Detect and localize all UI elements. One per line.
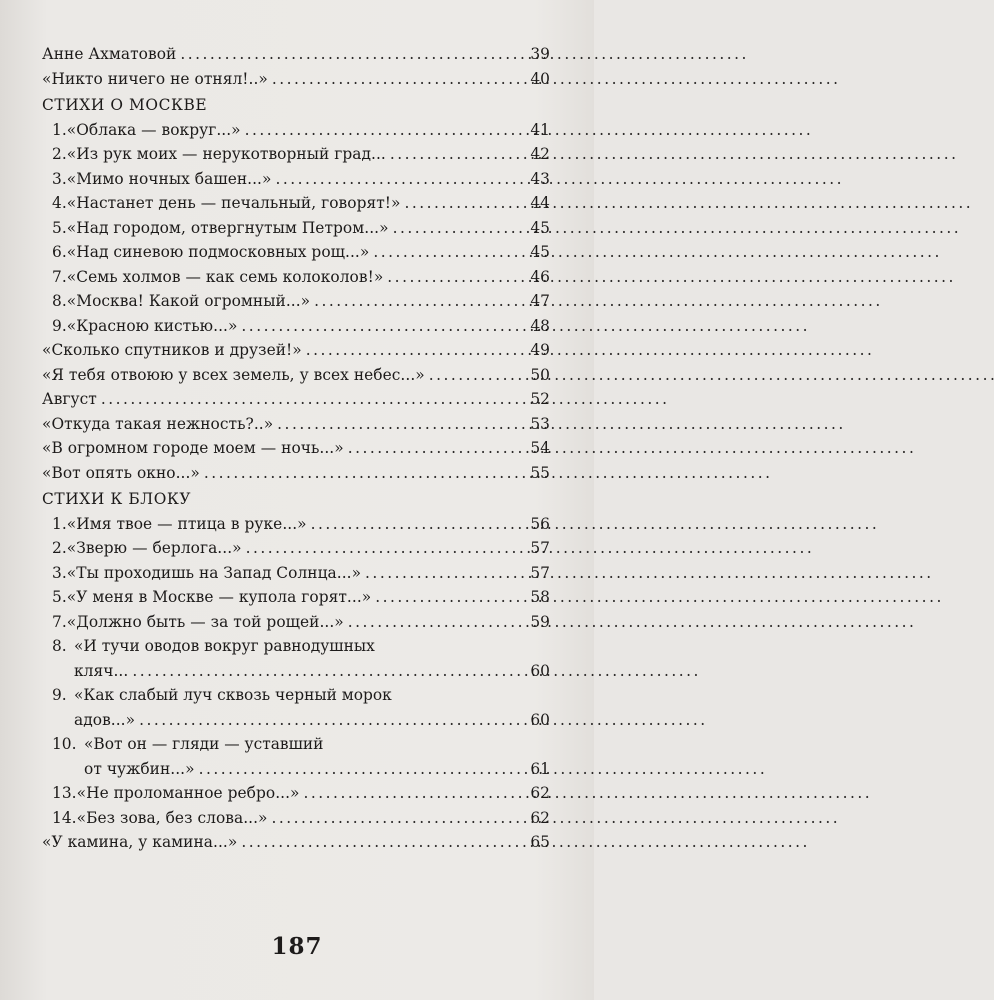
poem-number: 5. [52, 588, 67, 606]
toc-entry-page: 62 [530, 808, 550, 827]
dot-leader [139, 708, 526, 733]
dot-leader [241, 314, 526, 339]
poem-number: 6. [52, 243, 67, 261]
toc-entry-page: 52 [530, 390, 550, 408]
toc-entry [42, 191, 550, 216]
toc-entry-title: «Мимо ночных башен...» [66, 169, 272, 188]
poem-number: 3. [52, 563, 67, 582]
toc-entry-page: 43 [530, 169, 550, 188]
poem-number: 8. [52, 292, 67, 310]
section-heading-blok: СТИХИ К БЛОКУ [42, 490, 192, 508]
toc-entry-title: «Не проломанное ребро...» [76, 784, 300, 802]
poem-number: 14. [52, 808, 77, 827]
poem-number: 13. [52, 784, 77, 802]
toc-entry-title: Август [42, 390, 97, 408]
toc-entry-title: «Красною кистью...» [66, 316, 238, 335]
toc-entry-page: 44 [530, 194, 550, 212]
toc-entry [42, 659, 550, 684]
poem-number: 1. [52, 514, 67, 533]
dot-leader [246, 536, 526, 561]
poem-number: 3. [52, 169, 67, 188]
toc-entry-first-line [42, 634, 550, 659]
toc-entry-title: «Москва! Какой огромный...» [66, 292, 311, 310]
toc-entry [42, 585, 550, 610]
poem-number: 9. [52, 316, 67, 335]
dot-leader [311, 512, 526, 537]
toc-entry [42, 240, 550, 265]
dot-leader [272, 67, 526, 92]
dot-leader [275, 167, 526, 192]
table-of-contents [42, 42, 550, 855]
toc-entry [42, 561, 550, 586]
toc-entry-title: «В огромном городе моем — ночь...» [42, 439, 344, 457]
toc-entry-title: «Без зова, без слова...» [76, 808, 268, 827]
toc-entry [42, 512, 550, 537]
toc-entry-page: 53 [530, 414, 550, 433]
dot-leader [199, 757, 526, 782]
poem-number: 7. [52, 267, 67, 286]
toc-entry [42, 216, 550, 241]
poem-number: 10. [52, 735, 77, 753]
poem-number: 1. [52, 120, 67, 139]
dot-leader [272, 806, 526, 831]
dot-leader [365, 561, 526, 586]
toc-entry [42, 67, 550, 92]
toc-entry-page: 59 [530, 612, 550, 631]
toc-entry [42, 412, 550, 437]
toc-entry-title: «Вот опять окно...» [42, 463, 200, 482]
toc-entry [42, 781, 550, 806]
toc-entry-page: 39 [530, 45, 550, 63]
toc-entry-page: 45 [530, 218, 550, 237]
poem-number: 9. [52, 686, 67, 704]
toc-entry [42, 830, 550, 855]
toc-entry-page: 62 [530, 784, 550, 802]
poem-number: 2. [52, 539, 67, 557]
toc-entry-title: «Вот он — гляди — уставший [84, 735, 324, 753]
dot-leader [180, 42, 526, 67]
dot-leader [405, 191, 527, 216]
toc-entry-title: «Должно быть — за той рощей...» [66, 612, 344, 631]
dot-leader [241, 830, 526, 855]
toc-entry [42, 289, 550, 314]
toc-entry-title: «Сколько спутников и друзей!» [42, 341, 302, 359]
toc-entry [42, 265, 550, 290]
dot-leader [390, 142, 526, 167]
poem-number: 5. [52, 218, 67, 237]
dot-leader [348, 610, 526, 635]
dot-leader [314, 289, 526, 314]
toc-entry [42, 806, 550, 831]
toc-entry-title-continued: адов...» [74, 710, 136, 729]
toc-entry-title: «И тучи оводов вокруг равнодушных [74, 637, 375, 655]
toc-entry [42, 118, 550, 143]
toc-entry-title: «Как слабый луч сквозь черный морок [74, 686, 392, 704]
toc-entry-title: «Ты проходишь на Запад Солнца...» [66, 563, 362, 582]
dot-leader [306, 338, 526, 363]
toc-entry-title: «У меня в Москве — купола горят...» [66, 588, 372, 606]
toc-entry-page: 48 [530, 316, 550, 335]
toc-entry-first-line [42, 683, 550, 708]
toc-entry-first-line [42, 732, 550, 757]
dot-leader [132, 659, 526, 684]
dot-leader [245, 118, 526, 143]
toc-entry-title: «Из рук моих — нерукотворный град... [66, 145, 386, 163]
toc-entry [42, 363, 550, 388]
toc-entry [42, 338, 550, 363]
poem-number: 2. [52, 145, 67, 163]
toc-entry-page: 56 [530, 514, 550, 533]
toc-entry [42, 314, 550, 339]
poem-number: 7. [52, 612, 67, 631]
toc-entry-page: 58 [530, 588, 550, 606]
toc-entry-page: 60 [530, 661, 550, 680]
toc-entry [42, 436, 550, 461]
toc-entry-page: 60 [530, 710, 550, 729]
toc-entry-page: 46 [530, 267, 550, 286]
toc-entry-page: 50 [530, 365, 550, 384]
toc-entry-title: «Семь холмов — как семь колоколов!» [66, 267, 384, 286]
toc-entry-title: «У камина, у камина...» [42, 833, 238, 851]
dot-leader [393, 216, 526, 241]
toc-entry-page: 42 [530, 145, 550, 163]
toc-entry-page: 40 [530, 69, 550, 88]
toc-entry [42, 757, 550, 782]
toc-entry-title: «Облака — вокруг...» [66, 120, 241, 139]
toc-entry [42, 461, 550, 486]
dot-leader [101, 387, 526, 412]
toc-entry [42, 387, 550, 412]
toc-entry [42, 536, 550, 561]
toc-entry-page: 57 [530, 539, 550, 557]
toc-entry-page: 54 [530, 439, 550, 457]
toc-entry-page: 57 [530, 563, 550, 582]
dot-leader [387, 265, 526, 290]
toc-entry-title: «Откуда такая нежность?..» [42, 414, 274, 433]
dot-leader [429, 363, 526, 388]
toc-entry-page: 61 [530, 759, 550, 778]
toc-entry-page: 65 [530, 833, 550, 851]
poem-number: 4. [52, 194, 67, 212]
page-number: 187 [271, 933, 323, 960]
toc-entry-title: «Зверю — берлога...» [66, 539, 242, 557]
toc-entry [42, 42, 550, 67]
dot-leader [204, 461, 526, 486]
toc-entry-page: 41 [530, 120, 550, 139]
toc-entry [42, 610, 550, 635]
dot-leader [277, 412, 526, 437]
toc-entry-title: «Я тебя отвоюю у всех земель, у всех небес...» [42, 365, 425, 384]
toc-entry-page: 47 [530, 292, 550, 310]
toc-entry-title: Анне Ахматовой [42, 45, 177, 63]
toc-entry [42, 708, 550, 733]
dot-leader [373, 240, 526, 265]
toc-entry-page: 49 [530, 341, 550, 359]
toc-entry-title-continued: от чужбин...» [84, 759, 195, 778]
toc-entry-title: «Никто ничего не отнял!..» [42, 69, 268, 88]
toc-entry-title: «Имя твое — птица в руке...» [66, 514, 307, 533]
dot-leader [375, 585, 526, 610]
section-heading-moscow: СТИХИ О МОСКВЕ [42, 96, 208, 114]
toc-entry-page: 55 [530, 463, 550, 482]
toc-entry [42, 167, 550, 192]
toc-entry [42, 142, 550, 167]
toc-entry-title: «Над городом, отвергнутым Петром...» [66, 218, 389, 237]
toc-entry-page: 45 [530, 243, 550, 261]
toc-entry-title: «Над синевою подмосковных рощ...» [66, 243, 370, 261]
toc-entry-title: «Настанет день — печальный, говорят!» [66, 194, 401, 212]
toc-entry-title-continued: кляч... [74, 661, 129, 680]
dot-leader [348, 436, 526, 461]
poem-number: 8. [52, 637, 67, 655]
dot-leader [304, 781, 526, 806]
